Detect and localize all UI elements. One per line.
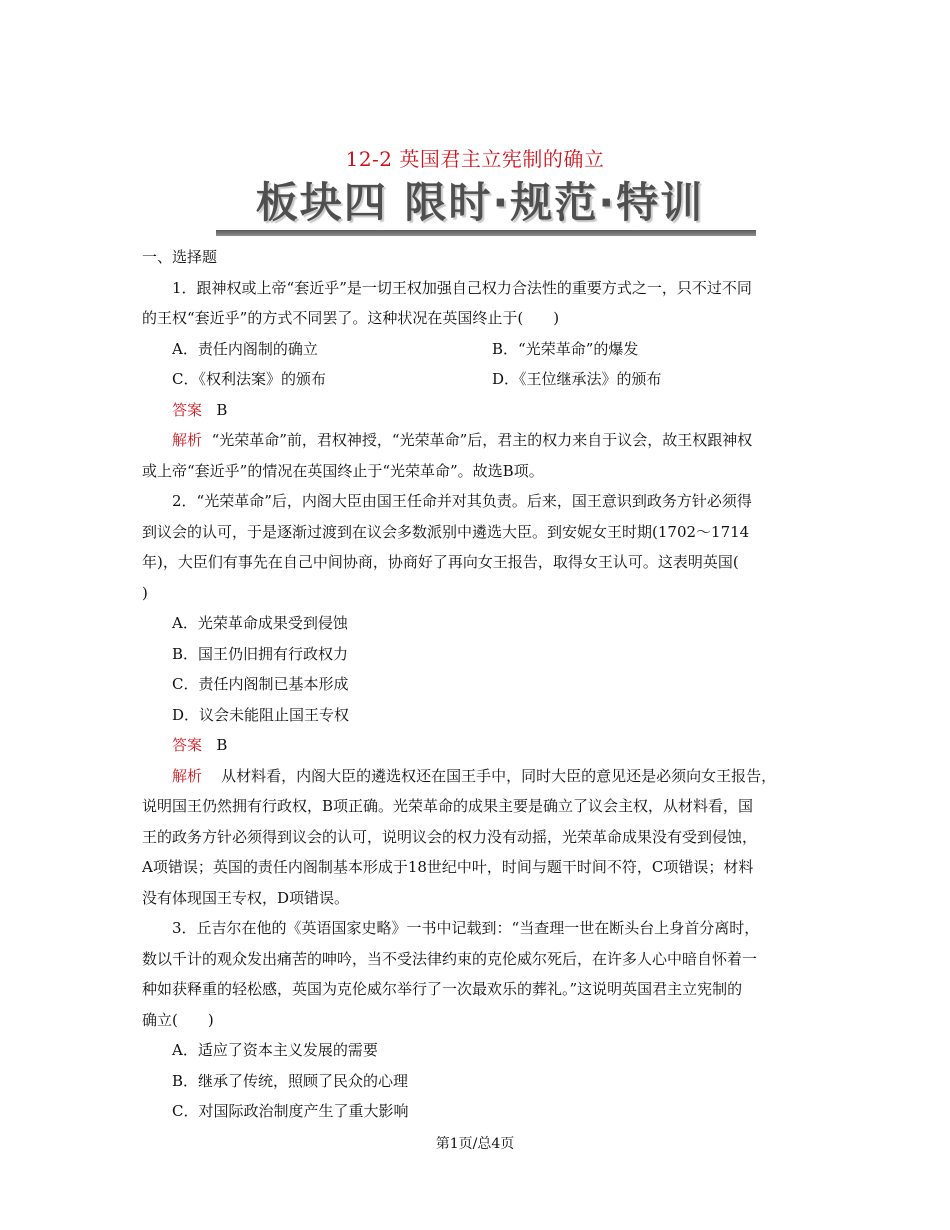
q2-answer-label: 答案 bbox=[172, 736, 203, 754]
q1-option-d: D．《王位继承法》的颁布 bbox=[492, 370, 662, 388]
q3-stem-line2: 数以千计的观众发出痛苦的呻吟，当不受法律约束的克伦威尔死后，在许多人心中暗自怀着一 bbox=[142, 949, 758, 968]
q2-stem-line2: 到议会的认可，于是逐渐过渡到在议会多数派别中遴选大臣。到安妮女王时期(1702～1714 bbox=[142, 522, 750, 541]
q2-analysis-text1: 从材料看，内阁大臣的遴选权还在国王手中，同时大臣的意见还是必须向女王报告， bbox=[221, 766, 777, 785]
q3-option-b: B．继承了传统，照顾了民众的心理 bbox=[172, 1071, 409, 1090]
q1-analysis-line2: 或上帝“套近乎”的情况在英国终止于“光荣革命”。故选B项。 bbox=[142, 461, 544, 480]
q1-analysis-label: 解析 bbox=[172, 431, 203, 449]
q3-option-c: C．对国际政治制度产生了重大影响 bbox=[172, 1102, 409, 1120]
q2-analysis-line2: 说明国王仍然拥有行政权，B项正确。光荣革命的成果主要是确立了议会主权，从材料看，国 bbox=[142, 797, 754, 815]
banner-underline bbox=[216, 230, 756, 236]
q2-analysis-line3: 王的政务方针必须得到议会的认可，说明议会的权力没有动摇，光荣革命成果没有受到侵蚀， bbox=[142, 827, 758, 846]
q2-option-a: A．光荣革命成果受到侵蚀 bbox=[172, 614, 348, 632]
q2-analysis-line4: A项错误；英国的责任内阁制基本形成于18世纪中叶，时间与题干时间不符，C项错误；材料 bbox=[142, 858, 754, 876]
page-footer: 第1页/总4页 bbox=[435, 1136, 515, 1152]
q2-option-d: D．议会未能阻止国王专权 bbox=[172, 705, 350, 724]
q1-analysis-text1: “光荣革命”前，君权神授，“光荣革命”后，君主的权力来自于议会，故王权跟神权 bbox=[211, 431, 753, 449]
q2-stem-line4: ) bbox=[142, 583, 148, 602]
q3-stem-line4: 确立( ) bbox=[142, 1010, 214, 1029]
q1-analysis-line1 bbox=[142, 425, 812, 456]
q2-answer-value: B bbox=[216, 736, 228, 754]
q1-answer-label: 答案 bbox=[172, 400, 203, 419]
q1-stem-line1: 1．跟神权或上帝“套近乎”是一切王权加强自己权力合法性的重要方式之一，只不过不同 bbox=[172, 278, 752, 297]
q2-analysis-line1 bbox=[142, 761, 812, 792]
q1-option-b: B．“光荣革命”的爆发 bbox=[492, 339, 639, 358]
q1-option-c: C．《权利法案》的颁布 bbox=[172, 370, 326, 388]
q3-stem-line3: 种如获释重的轻松感，英国为克伦威尔举行了一次最欢乐的葬礼。”这说明英国君主立宪制的 bbox=[142, 980, 743, 998]
section-heading: 一、选择题 bbox=[142, 248, 218, 266]
q1-stem-line2: 的王权“套近乎”的方式不同罢了。这种状况在英国终止于( ) bbox=[142, 309, 560, 327]
q1-options-row2 bbox=[142, 364, 812, 395]
q3-stem-line1: 3．丘吉尔在他的《英语国家史略》一书中记载到：“当查理一世在断头台上身首分离时， bbox=[172, 919, 760, 937]
banner-text: 板块四 限时·规范·特训 bbox=[255, 178, 705, 227]
q1-answer-value: B bbox=[216, 400, 228, 419]
q2-option-b: B．国王仍旧拥有行政权力 bbox=[172, 644, 349, 663]
q2-answer bbox=[142, 730, 812, 761]
q1-answer bbox=[142, 395, 812, 426]
section-banner bbox=[210, 178, 750, 236]
q2-analysis-label: 解析 bbox=[172, 766, 203, 785]
q2-stem-line3: 年)，大臣们有事先在自己中间协商，协商好了再向女王报告，取得女王认可。这表明英国( bbox=[142, 553, 739, 571]
q1-option-a: A．责任内阁制的确立 bbox=[172, 339, 318, 358]
document-body bbox=[142, 242, 812, 1127]
page-title: 12-2 英国君主立宪制的确立 bbox=[345, 147, 605, 171]
q1-options-row1 bbox=[142, 334, 812, 365]
q2-stem-line1: 2．“光荣革命”后，内阁大臣由国王任命并对其负责。后来，国王意识到政务方针必须得 bbox=[172, 492, 752, 510]
q3-option-a: A．适应了资本主义发展的需要 bbox=[172, 1041, 378, 1059]
q2-analysis-line5: 没有体现国王专权，D项错误。 bbox=[142, 888, 350, 907]
q2-option-c: C．责任内阁制已基本形成 bbox=[172, 675, 349, 693]
